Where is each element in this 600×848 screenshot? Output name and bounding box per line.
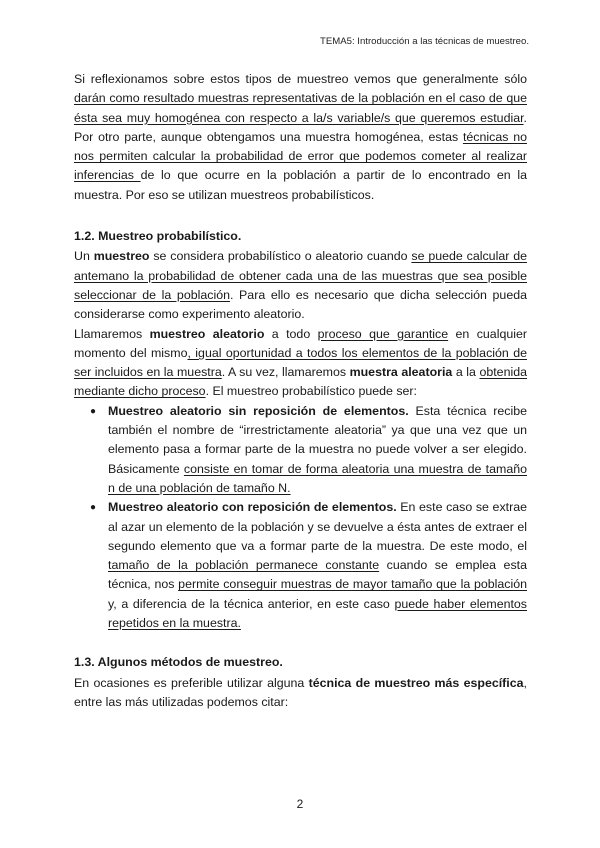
text-run: y, a diferencia de la técnica anterior, en este caso [108, 596, 395, 611]
running-header: TEMA5: Introducción a las técnicas de muestreo. [319, 36, 529, 47]
bullet-icon: ● [90, 405, 97, 417]
underlined-text: puede haber elementos repetidos en la muestra. [108, 596, 528, 631]
underlined-text: consiste en tomar de forma aleatoria una muestra de tamaño n de una población de tamaño N. [108, 461, 527, 495]
text-run: Un [74, 249, 94, 264]
text-run: cuando se emplea esta técnica, nos [108, 558, 527, 592]
text-run: , entre las más utilizadas podemos citar: [74, 675, 527, 709]
bold-term: muestreo [93, 249, 150, 264]
underlined-text: proceso que garantice [317, 326, 449, 341]
text-run: Llamaremos [74, 326, 150, 341]
underlined-text: obtenida mediante dicho proceso [74, 365, 527, 399]
section-heading-1-3: 1.3. Algunos métodos de muestreo. [74, 655, 283, 670]
underlined-text: técnicas no nos permiten calcular la probabilidad de error que podemos cometer al realizar inferencias [74, 129, 527, 183]
bold-term: muestra aleatoria [349, 365, 453, 380]
text-run: . A su vez, llamaremos [221, 365, 350, 380]
text-run: a la [452, 365, 480, 380]
list-item-con-reposicion [74, 498, 527, 633]
underlined-text: , igual oportunidad a todos los elementos de la población de ser incluidos en la muestra [74, 345, 527, 380]
text-run: En este caso se extrae al azar un elemento de la población y se devuelve a ésta antes de extraer el segundo elemento que va a formar parte de la muestra. De este modo, el [108, 500, 527, 553]
underlined-text: permite conseguir muestras de mayor tamaño que la población [178, 577, 527, 592]
page-number: 2 [296, 797, 304, 811]
text-run: se considera probabilístico o aleatorio cuando [149, 249, 412, 264]
section-heading-1-2: 1.2. Muestreo probabilístico. [74, 229, 242, 244]
underlined-text: se puede calcular de antemano la probabilidad de obtener cada una de las muestras que sea posible seleccionar de la población [74, 249, 527, 302]
text-run: . Por otro parte, aunque obtengamos una muestra homogénea, estas [74, 110, 527, 144]
text-run: Si reflexionamos sobre estos tipos de muestreo vemos que generalmente sólo [74, 72, 527, 86]
text-run: de lo que ocurre en la población a partir de lo encontrado en la muestra. Por eso se utilizan muestreos probabilísticos. [74, 168, 527, 202]
underlined-text: tamaño de la población permanece constante [108, 558, 380, 573]
page-body [74, 70, 527, 712]
bold-term: técnica de muestreo más específica [308, 675, 524, 690]
text-run: a todo [264, 326, 318, 341]
bullet-icon: ● [90, 502, 97, 514]
definition-paragraph-muestreo-aleatorio [74, 325, 527, 402]
text-run: . El muestreo probabilístico puede ser: [205, 384, 418, 399]
text-run: en cualquier momento del mismo [74, 326, 527, 360]
bold-term: muestreo aleatorio [149, 326, 265, 341]
list-item-sin-reposicion [74, 402, 527, 498]
underlined-text: darán como resultado muestras representativas de la población en el caso de que ésta sea muy homogénea con respecto a la/s variable/s que queremos estudiar [74, 91, 527, 125]
intro-paragraph [74, 70, 527, 205]
sampling-types-list [74, 402, 527, 634]
definition-paragraph-muestreo [74, 247, 527, 324]
bold-term: Muestreo aleatorio sin reposición de elementos. [108, 403, 409, 418]
text-run: Esta técnica recibe también el nombre de “irrestrictamente aleatoria” ya que una vez que un elemento pasa a formar parte de la muestra no puede volver a ser elegido. Básicamente [108, 403, 527, 476]
text-run: En ocasiones es preferible utilizar alguna [74, 675, 309, 690]
bold-term: Muestreo aleatorio con reposición de elementos. [108, 500, 397, 515]
methods-intro-paragraph [74, 674, 527, 713]
text-run: . Para ello es necesario que dicha selección pueda considerarse como experimento aleatorio. [74, 287, 527, 322]
